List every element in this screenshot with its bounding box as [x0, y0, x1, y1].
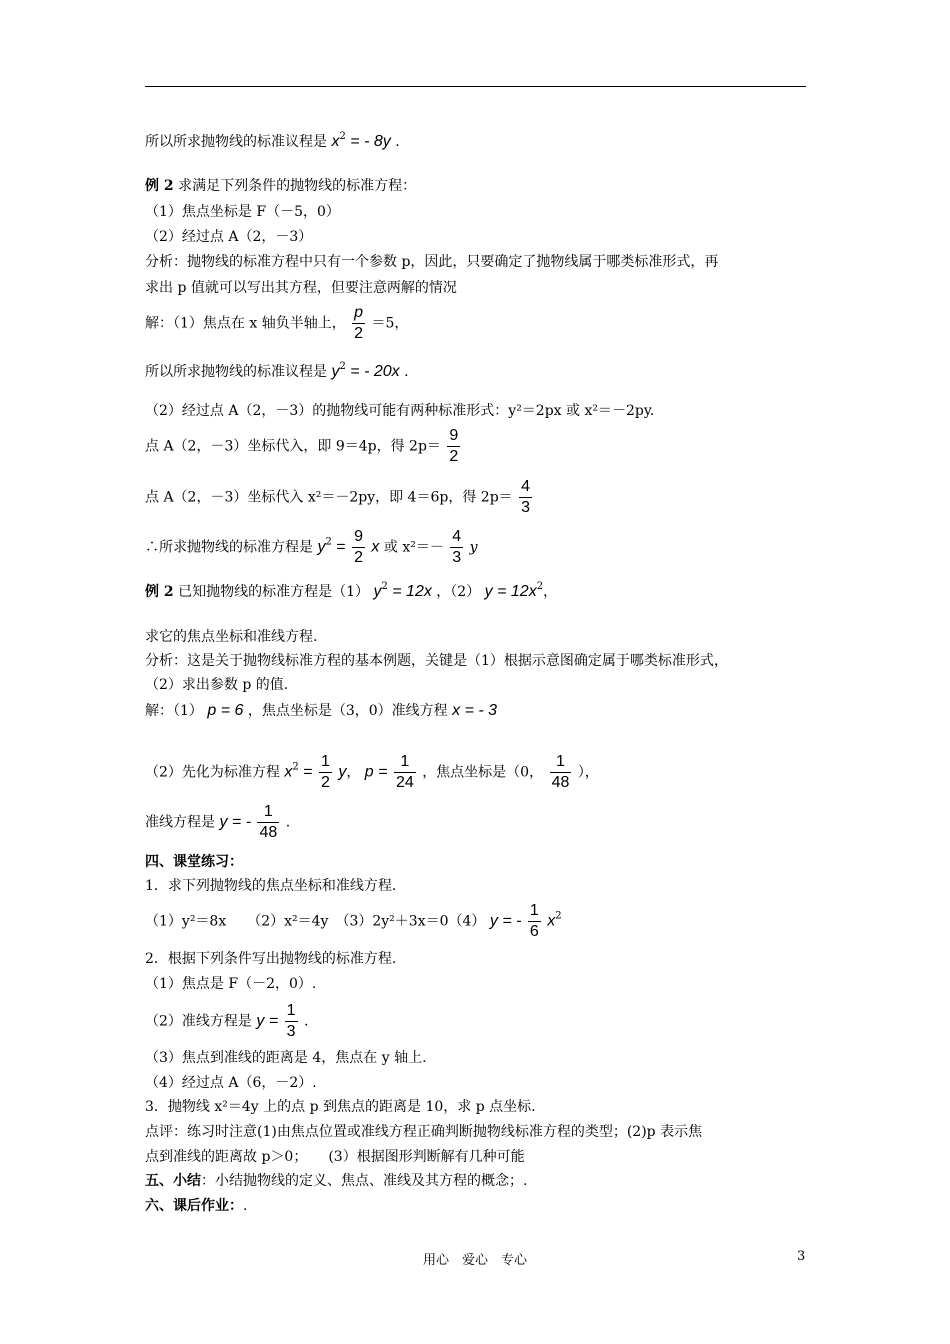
header-rule: [145, 86, 806, 87]
line-1: 所以所求抛物线的标准议程是 $x^2$ = - 8y .: [145, 131, 400, 150]
analysis-2-line-1: 分析：这是关于抛物线标准方程的基本例题，关键是（1）根据示意图确定属于哪类标准形式，: [145, 653, 728, 669]
line-19: 准线方程是 y = - $\frac{1}{48}$ .: [145, 803, 291, 841]
fraction: $\frac{1}{3}$: [286, 1002, 296, 1040]
example-2b-title: 例 2 已知抛物线的标准方程是（1） $y^2 = 12x$ ，（2） $y = 12x^2$，: [145, 581, 558, 600]
solution-2-line-2: （2）先化为标准方程 $x^2$ = $\frac{1}{2}$ y， p = $\frac{1}{24}$ ，焦点坐标是（0， $\frac{1}{48}$ ），: [145, 753, 599, 791]
exercise-3: 3．抛物线 x²＝4y 上的点 p 到焦点的距离是 10，求 p 点坐标.: [145, 1099, 536, 1115]
fraction: $\frac{9}{2}$: [449, 427, 459, 465]
section-6-homework: 六、课后作业：.: [145, 1198, 248, 1214]
fraction: $\frac{1}{24}$: [395, 753, 414, 791]
analysis-2-line-2: （2）求出参数 p 的值.: [145, 677, 289, 693]
analysis-line-1: 分析：抛物线的标准方程中只有一个参数 p，因此，只要确定了抛物线属于哪类标准形式，再: [145, 254, 719, 270]
analysis-line-2: 求出 p 值就可以写出其方程，但要注意两解的情况: [145, 280, 457, 296]
fraction: $\frac{1}{48}$: [551, 753, 570, 791]
line-14: 求它的焦点坐标和准线方程.: [145, 629, 318, 645]
section-5-summary: 五、小结：小结抛物线的定义、焦点、准线及其方程的概念；.: [145, 1173, 528, 1189]
fraction: $\frac{1}{6}$: [529, 902, 539, 940]
fraction: $\frac{9}{2}$: [354, 528, 363, 566]
comment-line-1: 点评：练习时注意(1)由焦点位置或准线方程正确判断抛物线标准方程的类型；(2)p 表示焦: [145, 1124, 703, 1140]
example-2-title: 例 2 求满足下列条件的抛物线的标准方程：: [145, 178, 417, 194]
exercise-2-item-1: （1）焦点是 F（－2，0）.: [145, 976, 317, 992]
fraction: $\frac{4}{3}$: [452, 528, 462, 566]
page-number: 3: [797, 1249, 806, 1264]
exercise-1: 1．求下列抛物线的焦点坐标和准线方程.: [145, 878, 397, 894]
line-12: ∴所求抛物线的标准方程是 $y^2$ = $\frac{9}{2}$ x 或 x²＝－ $\frac{4}{3}$ y: [145, 528, 478, 566]
solution-line-1: 解：（1）焦点在 x 轴负半轴上， $\frac{p}{2}$ ＝5，: [145, 304, 409, 342]
fraction: $\frac{1}{2}$: [320, 753, 330, 791]
line-4: （2）经过点 A（2，－3）: [145, 229, 313, 245]
exercise-2-item-3: （3）焦点到准线的距离是 4，焦点在 y 轴上.: [145, 1050, 427, 1066]
comment-line-2: 点到准线的距离故 p＞0； (3）根据图形判断解有几种可能: [145, 1149, 525, 1165]
solution-2-line-1: 解：（1） p = 6 ，焦点坐标是（3，0）准线方程 x = - 3: [145, 702, 498, 719]
exercise-2-item-4: （4）经过点 A（6，－2）.: [145, 1075, 317, 1091]
line-11: 点 A（2，－3）坐标代入 x²＝－2py，即 4＝6p，得 2p＝ $\frac{4}{3}$: [145, 478, 531, 516]
exercise-2: 2．根据下列条件写出抛物线的标准方程.: [145, 951, 397, 967]
fraction: $\frac{p}{2}$: [354, 304, 364, 342]
exercise-2-item-2: （2）准线方程是 y = $\frac{1}{3}$ .: [145, 1002, 309, 1040]
line-10: 点 A（2，－3）坐标代入，即 9＝4p，得 2p＝ $\frac{9}{2}$: [145, 427, 459, 465]
page-footer: 用心 爱心 专心: [422, 1253, 527, 1268]
line-9: （2）经过点 A（2，－3）的抛物线可能有两种标准形式：y²＝2px 或 x²＝－2py.: [145, 403, 655, 419]
line-8: 所以所求抛物线的标准议程是 $y^2$ = - 20x .: [145, 361, 409, 380]
fraction: $\frac{1}{48}$: [259, 803, 278, 841]
fraction: $\frac{4}{3}$: [521, 478, 531, 516]
exercise-1-items: （1）y²＝8x （2）x²＝4y （3）2y²＋3x＝0（4） y = - $\frac{1}{6}$ $x^2$: [145, 902, 562, 940]
section-4-heading: 四、课堂练习：: [145, 854, 243, 870]
line-3: （1）焦点坐标是 F（－5，0）: [145, 204, 340, 220]
